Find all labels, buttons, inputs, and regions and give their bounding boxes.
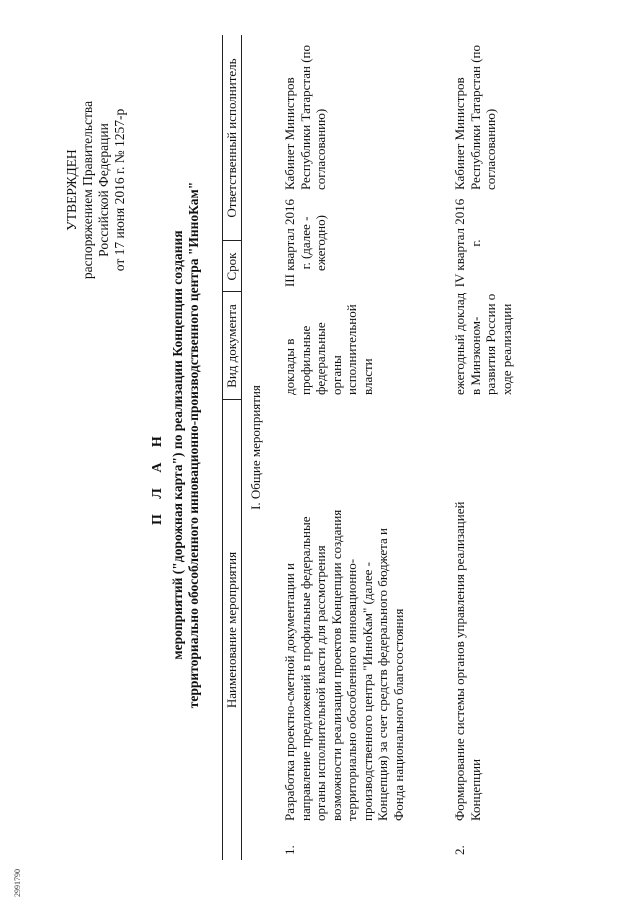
header-doc-type: Вид документа — [224, 304, 239, 388]
approval-stamp — [64, 40, 128, 340]
row-responsible: Кабинет Министров Республики Татарстан (по согласованию) — [282, 45, 328, 190]
row-term: IV квартал 2016 г. — [452, 198, 483, 288]
table-header-border — [241, 35, 242, 860]
approval-line-2: распоряжением Правительства — [80, 100, 95, 280]
header-term: Срок — [224, 252, 239, 281]
subtitle-line-2: территориально обособленного инновационно-производственного центра "ИнноКам" — [186, 181, 201, 709]
row-name: Разработка проектно-сметной документации и направление предложений в профильные федеральные органы исполнительной власти для рассмотрения возможности реализации проектов Концепции создания территориально обособленного инновационно-производственного центра "ИнноКам" (далее - Концепция) за счет средств федерального бюджета и Фонда национального благосостояния — [282, 509, 406, 821]
approval-title: УТВЕРЖДЕН — [64, 149, 79, 231]
approval-line-3: Российской Федерации — [96, 123, 111, 257]
table-top-border — [222, 35, 223, 860]
header-name: Наименование мероприятия — [224, 551, 239, 709]
row-name: Формирование системы органов управления реализацией Концепции — [452, 501, 483, 821]
approval-date: от 17 июня 2016 г. № 1257-р — [112, 108, 127, 272]
row-number: 2. — [452, 845, 467, 855]
row-number: 1. — [282, 845, 297, 855]
document-id: 2991790 — [13, 869, 22, 897]
row-doc-type: ежегодный доклад в Минэконом-развития России о ходе реализации — [452, 292, 514, 395]
plan-subtitle — [170, 105, 202, 785]
subtitle-line-1: мероприятий ("дорожная карта") по реализации Концепции создания — [170, 230, 185, 660]
section-title: I. Общие мероприятия — [248, 385, 263, 510]
plan-title: П Л А Н — [150, 430, 165, 525]
header-responsible: Ответственный исполнитель — [224, 58, 239, 218]
row-term: III квартал 2016 г. (далее - ежегодно) — [282, 198, 328, 288]
row-responsible: Кабинет Министров Республики Татарстан (по согласованию) — [452, 45, 498, 190]
row-doc-type: доклады в профильные федеральные органы исполнительной власти — [282, 304, 375, 395]
